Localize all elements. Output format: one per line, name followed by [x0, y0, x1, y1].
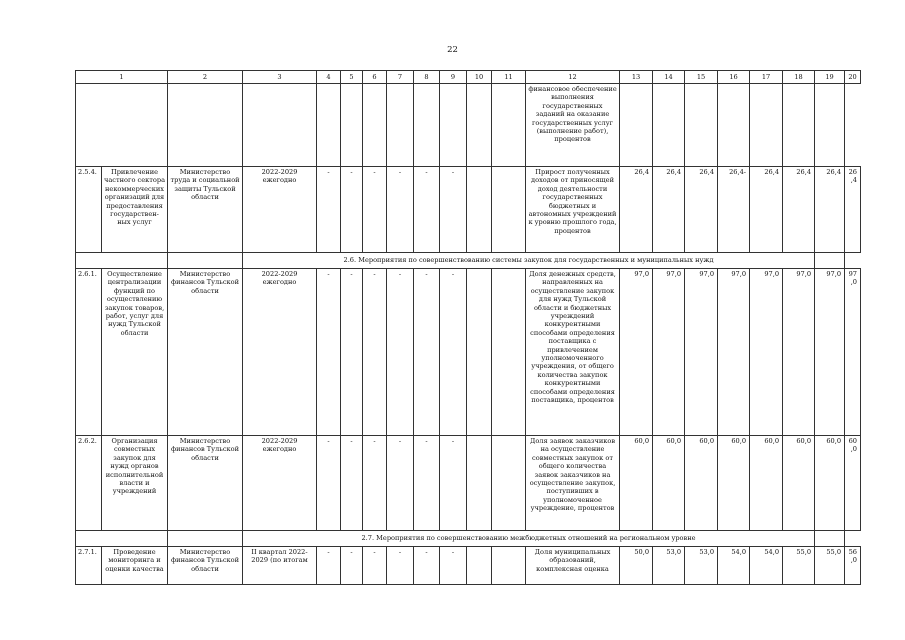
- value-cell: 97,0: [685, 269, 718, 436]
- header-row: [76, 71, 861, 84]
- dash-cell: -: [387, 269, 414, 436]
- header-cell: 13: [620, 71, 653, 84]
- period-cell: 2022-2029 ежегодно: [243, 167, 317, 253]
- table-row: [76, 436, 861, 531]
- value-cell: 54,0: [750, 547, 783, 585]
- indicator-cell: Доля денежных средств, направленных на осуществление закупок для нужд Тульской области и бюджетных учреждений конкурентными способами определения поставщика с привлечением уполномоченного учреждения, от общего количества закупок конкурентными способами определения поставщика, процентов: [526, 269, 620, 436]
- header-cell: 16: [718, 71, 750, 84]
- value-cell: 60,0: [653, 436, 685, 531]
- header-cell: 11: [492, 71, 526, 84]
- dash-cell: -: [317, 436, 341, 531]
- indicator-cell: Доля заявок заказчиков на осуществление совместных закупок от общего количества заявок заказчиков на осуществление закупок, поступивших в уполномоченное учреждение, процентов: [526, 436, 620, 531]
- dash-cell: -: [363, 269, 387, 436]
- dash-cell: -: [440, 547, 467, 585]
- executor-cell: Министерство финансов Тульской области: [168, 269, 243, 436]
- indicator-cell: финансовое обеспечение выполнения государственных заданий на оказание государственных услуг (выполнение работ), процентов: [526, 84, 620, 167]
- section-row: [76, 531, 861, 547]
- value-cell: 97,0: [653, 269, 685, 436]
- dash-cell: -: [317, 547, 341, 585]
- value-cell: 26,4: [783, 167, 815, 253]
- dash-cell: -: [363, 167, 387, 253]
- section-row: [76, 253, 861, 269]
- value-cell: 97,0: [718, 269, 750, 436]
- dash-cell: -: [414, 269, 440, 436]
- period-cell: 2022-2029 ежегодно: [243, 269, 317, 436]
- table-row: [76, 547, 861, 585]
- value-cell: 55,0: [783, 547, 815, 585]
- header-cell: 4: [317, 71, 341, 84]
- value-cell: 60,0: [718, 436, 750, 531]
- value-cell: 97,0: [815, 269, 845, 436]
- executor-cell: Министерство финансов Тульской области: [168, 436, 243, 531]
- row-number: 2.6.2.: [76, 436, 102, 531]
- value-cell: 26,4: [653, 167, 685, 253]
- row-number: 2.7.1.: [76, 547, 102, 585]
- header-cell: 7: [387, 71, 414, 84]
- value-cell: 26,4: [750, 167, 783, 253]
- value-cell: 26,4: [845, 167, 861, 253]
- header-cell: 1: [76, 71, 168, 84]
- header-cell: 19: [815, 71, 845, 84]
- header-cell: 18: [783, 71, 815, 84]
- dash-cell: -: [341, 436, 363, 531]
- value-cell: 53,0: [685, 547, 718, 585]
- header-cell: 6: [363, 71, 387, 84]
- value-cell: 60,0: [815, 436, 845, 531]
- value-cell: 53,0: [653, 547, 685, 585]
- header-cell: 2: [168, 71, 243, 84]
- indicator-cell: Прирост полученных доходов от приносящей доход деятельности государственных бюджетных и автономных учреждений к уровню прошлого года, процентов: [526, 167, 620, 253]
- header-cell: 5: [341, 71, 363, 84]
- dash-cell: -: [414, 436, 440, 531]
- section-title: 2.7. Мероприятия по совершенствованию межбюджетных отношений на региональном уровне: [243, 531, 815, 547]
- dash-cell: -: [363, 547, 387, 585]
- value-cell: 60,0: [685, 436, 718, 531]
- value-cell: 26,4: [815, 167, 845, 253]
- value-cell: 26,4: [620, 167, 653, 253]
- value-cell: 97,0: [845, 269, 861, 436]
- header-cell: 20: [845, 71, 861, 84]
- dash-cell: -: [440, 167, 467, 253]
- activity-name: Осуществление централизации функций по осуществлению закупок товаров, работ, услуг для нужд Тульской области: [102, 269, 168, 436]
- value-cell: 26,4: [685, 167, 718, 253]
- dash-cell: -: [363, 436, 387, 531]
- value-cell: 60,0: [750, 436, 783, 531]
- value-cell: 60,0: [845, 436, 861, 531]
- dash-cell: -: [341, 269, 363, 436]
- header-cell: 14: [653, 71, 685, 84]
- value-cell: 54,0: [718, 547, 750, 585]
- header-cell: 17: [750, 71, 783, 84]
- value-cell: 60,0: [620, 436, 653, 531]
- header-cell: 10: [467, 71, 492, 84]
- header-cell: 12: [526, 71, 620, 84]
- value-cell: 60,0: [783, 436, 815, 531]
- header-cell: 3: [243, 71, 317, 84]
- row-number: 2.6.1.: [76, 269, 102, 436]
- period-cell: II квартал 2022-2029 (по итогам: [243, 547, 317, 585]
- activity-name: Организация совместных закупок для нужд органов исполнительной власти и учреждений: [102, 436, 168, 531]
- value-cell: 55,0: [815, 547, 845, 585]
- row-number: 2.5.4.: [76, 167, 102, 253]
- value-cell: 97,0: [750, 269, 783, 436]
- header-cell: 8: [414, 71, 440, 84]
- executor-cell: Министерство труда и социальной защиты Тульской области: [168, 167, 243, 253]
- program-table: [75, 70, 861, 585]
- dash-cell: -: [341, 167, 363, 253]
- header-cell: 15: [685, 71, 718, 84]
- value-cell: 56,0: [845, 547, 861, 585]
- value-cell: 26,4-: [718, 167, 750, 253]
- indicator-cell: Доля муниципальных образований, комплексная оценка: [526, 547, 620, 585]
- value-cell: 97,0: [620, 269, 653, 436]
- dash-cell: -: [414, 167, 440, 253]
- dash-cell: -: [341, 547, 363, 585]
- dash-cell: -: [317, 167, 341, 253]
- header-cell: 9: [440, 71, 467, 84]
- activity-name: Проведение мониторинга и оценки качества: [102, 547, 168, 585]
- value-cell: 50,0: [620, 547, 653, 585]
- value-cell: 97,0: [783, 269, 815, 436]
- dash-cell: -: [387, 436, 414, 531]
- activity-name: Привлечение частного сектора некоммерческих организаций для предоставления государствен-ных услуг: [102, 167, 168, 253]
- page-number: 22: [447, 45, 458, 55]
- dash-cell: -: [440, 269, 467, 436]
- dash-cell: -: [387, 167, 414, 253]
- table-row: [76, 167, 861, 253]
- dash-cell: -: [317, 269, 341, 436]
- dash-cell: -: [414, 547, 440, 585]
- section-title: 2.6. Мероприятия по совершенствованию системы закупок для государственных и муниципальных нужд: [243, 253, 815, 269]
- period-cell: 2022-2029 ежегодно: [243, 436, 317, 531]
- dash-cell: -: [387, 547, 414, 585]
- executor-cell: Министерство финансов Тульской области: [168, 547, 243, 585]
- table-row: [76, 269, 861, 436]
- dash-cell: -: [440, 436, 467, 531]
- table-row: [76, 84, 861, 167]
